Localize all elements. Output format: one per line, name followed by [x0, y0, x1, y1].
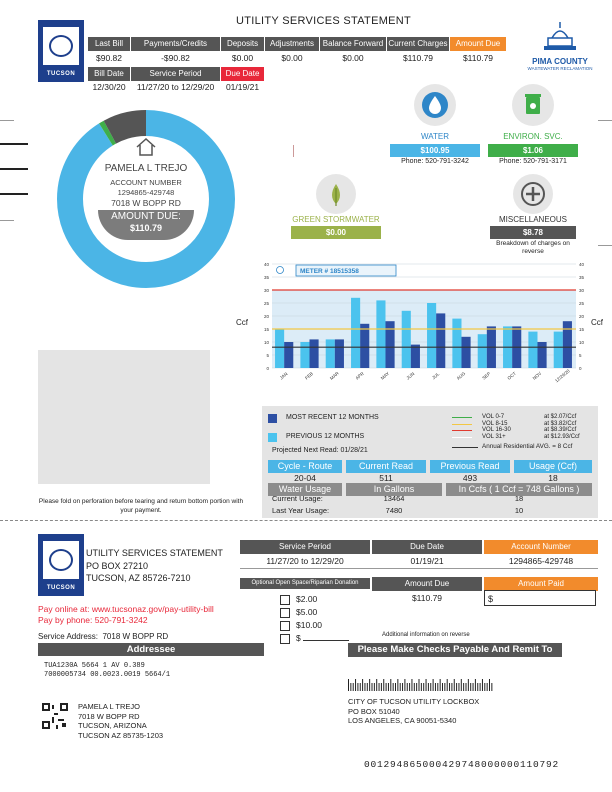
tier-rate: at $2.07/Ccf: [544, 414, 577, 420]
checks-payable-bar: Please Make Checks Payable And Remit To: [348, 643, 562, 657]
stub-service-period: 11/27/20 to 12/29/20: [266, 556, 344, 566]
legend-previous-label: PREVIOUS 12 MONTHS: [286, 433, 365, 440]
barcode-bar: [482, 679, 483, 691]
donation-option-5[interactable]: $5.00: [280, 607, 317, 618]
legend-avg-line: [452, 447, 478, 448]
bar-recent-may: [385, 321, 394, 368]
tier-swatch: [452, 430, 472, 431]
scanline: 001294865000429748000000110792: [364, 759, 560, 770]
barcode-bar: [376, 679, 377, 691]
remit-address: [348, 697, 479, 726]
donation-checkbox[interactable]: [280, 621, 290, 631]
y-tick-label: 25: [263, 301, 269, 306]
hdr-current-charges: Current Charges: [387, 37, 449, 51]
fold-mark-6: [598, 120, 612, 121]
water-icon-bg: [414, 84, 456, 126]
house-icon: [94, 137, 198, 162]
barcode-bar: [362, 679, 363, 691]
pay-phone: Pay by phone: 520-791-3242: [38, 615, 148, 625]
fold-mark-3: [0, 193, 28, 195]
barcode-bar: [440, 679, 441, 691]
val-deposits: $0.00: [231, 53, 254, 63]
tier-rate: at $12.93/Ccf: [544, 433, 580, 440]
barcode-bar: [454, 679, 455, 691]
barcode-bar: [411, 679, 412, 691]
barcode-bar: [449, 683, 450, 691]
barcode-bar: [390, 679, 391, 691]
tick-mark: [293, 145, 294, 157]
tier-label: VOL 31+: [482, 433, 506, 440]
addr-line2: TUCSON, ARIZONA: [78, 721, 147, 730]
postal-barcode-graphic: [348, 679, 498, 691]
environ-amount: $1.06: [488, 144, 578, 157]
bar-previous-feb: [300, 342, 309, 368]
water-phone: Phone: 520-791-3242: [401, 158, 469, 165]
y-tick-label-right: 40: [579, 262, 585, 267]
y-tick-label-right: 15: [579, 327, 585, 332]
barcode-bar: [466, 683, 467, 691]
barcode-bar: [355, 679, 356, 691]
barcode-bar: [393, 683, 394, 691]
bar-previous-sep: [478, 334, 487, 368]
bar-recent-apr: [360, 324, 369, 368]
barcode-bar: [397, 679, 398, 691]
remit-line2: PO BOX 51040: [348, 706, 400, 716]
previous-read-label: Previous Read: [430, 460, 510, 473]
x-tick-label: MAR: [328, 370, 340, 381]
usage-value: 18: [548, 473, 558, 483]
hdr-due-date: Due Date: [221, 67, 264, 81]
barcode-bar: [433, 679, 434, 691]
x-tick-label: SEP: [481, 371, 492, 381]
barcode-bar: [475, 679, 476, 691]
barcode-bar: [350, 683, 351, 691]
hdr-payments: Payments/Credits: [131, 37, 220, 51]
barcode-bar: [400, 683, 401, 691]
val-service-period: 11/27/20 to 12/29/20: [136, 82, 215, 92]
trash-bin-icon: [512, 84, 554, 126]
y-tick-label-right: 20: [579, 314, 585, 319]
x-tick-label: JUL: [431, 371, 441, 381]
barcode-bar: [372, 683, 373, 691]
storm-label: GREEN STORMWATER: [292, 215, 380, 224]
donation-other-line[interactable]: [303, 640, 349, 641]
tier-swatch: [452, 417, 472, 418]
account-number-label: ACCOUNT NUMBER: [110, 178, 182, 187]
x-tick-label: OCT: [506, 370, 517, 381]
barcode-bar: [473, 683, 474, 691]
legend-recent-swatch: [268, 414, 277, 423]
environ-icon-bg: [512, 84, 554, 126]
pima-sub: WASTEWATER RECLAMATION: [527, 66, 593, 71]
bar-recent-nov: [537, 342, 546, 368]
barcode-bar: [414, 683, 415, 691]
mailing-address: [78, 702, 163, 740]
barcode-bar: [360, 683, 361, 691]
barcode-bar: [426, 679, 427, 691]
barcode-bar: [364, 683, 365, 691]
meter-title: METER # 18515358: [300, 268, 359, 275]
fold-mark-2: [0, 168, 28, 170]
amount-due-value: $110.79: [129, 223, 163, 233]
cycle-value: 20-04: [294, 473, 316, 483]
barcode-bar: [428, 683, 429, 691]
barcode-bar: [395, 683, 396, 691]
legend-recent-label: MOST RECENT 12 MONTHS: [286, 414, 379, 421]
addr-line1: 7018 W BOPP RD: [78, 711, 140, 721]
mail-code-2: 7000005734 00.0023.0019 5664/1: [44, 671, 171, 679]
current-read-label: Current Read: [346, 460, 426, 473]
amount-paid-field[interactable]: $: [484, 590, 596, 606]
hdr-amount-due: Amount Due: [450, 37, 506, 51]
x-tick-label: JAN: [278, 371, 289, 381]
stub-account: 1294865-429748: [508, 556, 574, 566]
x-tick-label: APR: [354, 370, 365, 381]
usage-chart-svg: [262, 258, 585, 390]
fold-mark-7: [598, 245, 612, 246]
qr-code: [42, 703, 68, 729]
val-amount-due: $110.79: [462, 53, 494, 63]
stub-city: TUCSON, AZ 85726-7210: [86, 573, 191, 583]
summary-value-row: [88, 52, 506, 65]
barcode-bar: [456, 683, 457, 691]
misc-amount: $8.78: [490, 226, 576, 239]
cycle-label: Cycle - Route: [268, 460, 342, 473]
y-tick-label: 35: [263, 275, 269, 280]
bar-previous-mar: [326, 339, 335, 368]
y-tick-label: 5: [266, 353, 269, 358]
ccf-label: In Ccfs ( 1 Ccf = 748 Gallons ): [446, 483, 592, 496]
y-tick-label-right: 5: [579, 353, 582, 358]
city-seal-logo: TUCSON: [38, 20, 84, 82]
y-tick-label-right: 0: [579, 366, 582, 371]
bar-previous-jan: [275, 329, 284, 368]
service-address: [38, 632, 168, 641]
hdr-service-period: Service Period: [131, 67, 220, 81]
amount-due-panel: [98, 210, 194, 240]
bar-previous-aug: [452, 319, 461, 368]
storm-icon-bg: [316, 174, 356, 214]
bar-previous-jun: [402, 311, 411, 368]
stub-account-label: Account Number: [484, 540, 598, 554]
barcode-bar: [470, 683, 471, 691]
leaf-icon: [316, 174, 356, 214]
x-tick-label: FEB: [304, 371, 315, 381]
val-current-charges: $110.79: [402, 53, 434, 63]
barcode-bar: [451, 683, 452, 691]
val-adjustments: $0.00: [281, 53, 303, 63]
addressee-bar: Addressee: [38, 643, 264, 656]
barcode-bar: [407, 683, 408, 691]
y-axis-label-left: Ccf: [236, 318, 248, 327]
current-gallons: 13464: [383, 494, 405, 503]
donation-label: Optional Open Space/Riparian Donation: [240, 578, 370, 589]
barcode-bar: [381, 683, 382, 691]
misc-label: MISCELLANEOUS: [498, 215, 568, 224]
pima-name: PIMA COUNTY: [532, 57, 588, 66]
y-tick-label-right: 10: [579, 340, 585, 345]
val-balance-forward: $0.00: [342, 53, 364, 63]
x-tick-label: NOV: [531, 370, 543, 381]
environ-phone: Phone: 520-791-3171: [499, 158, 567, 165]
statement-title: UTILITY SERVICES STATEMENT: [236, 15, 412, 27]
qr-code-graphic: [42, 703, 68, 729]
barcode-bar: [357, 683, 358, 691]
x-tick-label: AUG: [455, 370, 467, 381]
last-year-label: Last Year Usage:: [272, 506, 330, 515]
bar-recent-feb: [309, 339, 318, 368]
water-label: WATER: [421, 132, 449, 141]
y-tick-label: 15: [263, 327, 269, 332]
hdr-balance-forward: Balance Forward: [320, 37, 386, 51]
misc-icon-bg: [513, 174, 553, 214]
barcode-bar: [388, 683, 389, 691]
water-drop-icon: [414, 84, 456, 126]
fold-mark-5: [0, 220, 14, 221]
barcode-bar: [367, 683, 368, 691]
additional-info: Additional information on reverse: [382, 632, 470, 638]
bar-recent-aug: [461, 337, 470, 368]
y-tick-label: 30: [263, 288, 269, 293]
account-name: PAMELA L TREJO: [104, 163, 188, 174]
image-placeholder: [38, 350, 210, 484]
stub-service-period-label: Service Period: [240, 540, 370, 554]
barcode-bar: [447, 679, 448, 691]
bar-recent-jul: [436, 313, 445, 368]
x-tick-label: JUN: [405, 371, 416, 381]
barcode-bar: [348, 679, 349, 691]
previous-read-value: 493: [462, 473, 478, 483]
remit-line3: LOS ANGELES, CA 90051-5340: [348, 716, 457, 725]
val-bill-date: 12/30/20: [92, 82, 126, 92]
current-ccf: 18: [514, 494, 524, 503]
hdr-deposits: Deposits: [221, 37, 264, 51]
y-axis-label-right: Ccf: [591, 318, 603, 327]
tier-rate: at $3.82/Ccf: [544, 420, 577, 427]
water-amount: $100.95: [390, 144, 480, 157]
bar-previous-12-29-20: [554, 332, 563, 368]
y-tick-label-right: 35: [579, 275, 585, 280]
tier-swatch: [452, 437, 472, 438]
val-payments: -$90.82: [161, 53, 190, 63]
bar-previous-nov: [528, 332, 537, 368]
stub-box: PO BOX 27210: [86, 561, 149, 571]
val-last-bill: $90.82: [96, 53, 122, 63]
barcode-bar: [487, 683, 488, 691]
mail-code-1: TUA1230A 5664 1 AV 0.389: [44, 662, 145, 670]
account-number: 1294865-429748: [117, 188, 175, 197]
stub-due-date-label: Due Date: [372, 540, 482, 554]
service-address-value: 7018 W BOPP RD: [102, 632, 169, 641]
x-tick-label: 12/29/20: [554, 368, 571, 384]
fold-mark-4: [0, 120, 14, 121]
addr-name: PAMELA L TREJO: [78, 702, 140, 711]
stub-amount-due: $110.79: [411, 593, 443, 603]
barcode-bar: [430, 683, 431, 691]
stub-divider: [240, 568, 598, 569]
barcode-bar: [480, 683, 481, 691]
bar-recent-jun: [411, 345, 420, 368]
barcode-bar: [468, 679, 469, 691]
bar-recent-mar: [335, 339, 344, 368]
city-seal-logo-stub: TUCSON: [38, 534, 84, 596]
stub-due-date: 01/19/21: [410, 556, 444, 566]
account-address: 7018 W BOPP RD: [111, 198, 181, 208]
donation-option-other[interactable]: $: [280, 633, 349, 644]
pay-online-link[interactable]: Pay online at: www.tucsonaz.gov/pay-utility-bill: [38, 604, 214, 614]
gallons-label: In Gallons: [346, 483, 442, 496]
donation-checkbox[interactable]: [280, 608, 290, 618]
stub-title: UTILITY SERVICES STATEMENT: [86, 548, 223, 558]
barcode-bar: [409, 683, 410, 691]
val-due-date: 01/19/21: [225, 82, 260, 92]
current-read-value: 511: [379, 473, 393, 483]
pima-county-logo: [520, 20, 600, 71]
y-tick-label: 0: [266, 366, 269, 371]
legend-previous-swatch: [268, 433, 277, 442]
tier-label: VOL 0-7: [482, 414, 505, 420]
donation-checkbox[interactable]: [280, 634, 290, 644]
bar-recent-12-29-20: [563, 321, 572, 368]
barcode-bar: [353, 683, 354, 691]
y-tick-label-right: 25: [579, 301, 585, 306]
y-tick-label: 10: [263, 340, 269, 345]
water-usage-label: Water Usage: [268, 483, 342, 496]
y-tick-label: 20: [263, 314, 269, 319]
barcode-bar: [416, 683, 417, 691]
amount-due-label: AMOUNT DUE:: [111, 211, 181, 222]
usage-chart: [262, 258, 585, 390]
summary-header-row: [88, 37, 506, 51]
barcode-bar: [442, 683, 443, 691]
last-year-ccf: 10: [514, 506, 524, 515]
hdr-bill-date: Bill Date: [88, 67, 130, 81]
y-tick-label: 40: [263, 262, 269, 267]
donation-option-10[interactable]: $10.00: [280, 620, 322, 631]
barcode-bar: [491, 683, 492, 691]
remit-line1: CITY OF TUCSON UTILITY LOCKBOX: [348, 697, 480, 706]
barcode-bar: [461, 679, 462, 691]
storm-amount: $0.00: [291, 226, 381, 239]
tier-rate: at $8.39/Ccf: [544, 427, 577, 433]
barcode-bar: [423, 683, 424, 691]
stub-amount-due-label: Amount Due: [372, 577, 482, 591]
x-tick-label: MAY: [379, 370, 391, 381]
barcode-bar: [458, 683, 459, 691]
tier-label: VOL 16-30: [482, 427, 511, 433]
barcode-bar: [379, 683, 380, 691]
bar-previous-apr: [351, 298, 360, 368]
projected-read: Projected Next Read: 01/28/21: [272, 447, 368, 454]
donation-checkbox[interactable]: [280, 595, 290, 605]
usage-label: Usage (Ccf): [514, 460, 592, 473]
fold-mark-1: [0, 143, 28, 145]
barcode-bar: [489, 679, 490, 691]
stub-amount-paid-label: Amount Paid: [484, 577, 598, 591]
dates-header-row: [88, 67, 506, 81]
bar-recent-jan: [284, 342, 293, 368]
perforation-line: [0, 520, 612, 521]
capitol-dome-icon: [540, 20, 580, 52]
barcode-bar: [484, 683, 485, 691]
bar-previous-jul: [427, 303, 436, 368]
barcode-bar: [421, 683, 422, 691]
meter-drop-icon: [277, 267, 284, 274]
misc-note: Breakdown of charges on reverse: [496, 240, 570, 255]
barcode-bar: [404, 679, 405, 691]
barcode-bar: [386, 683, 387, 691]
barcode-bar: [402, 683, 403, 691]
barcode-bar: [463, 683, 464, 691]
barcode-bar: [435, 683, 436, 691]
last-year-gallons: 7480: [385, 506, 403, 515]
bar-previous-may: [376, 300, 385, 368]
postal-barcode: [348, 678, 498, 690]
legend-avg: Annual Residential AVG. = 8 Ccf: [482, 443, 573, 450]
tier-label: VOL 8-15: [482, 420, 508, 427]
fold-note: Please fold on perforation before tearing and return bottom portion with your payment.: [38, 498, 244, 514]
barcode-bar: [477, 683, 478, 691]
current-usage-label: Current Usage:: [272, 494, 323, 503]
y-tick-label-right: 30: [579, 288, 585, 293]
donation-option-2[interactable]: $2.00: [280, 594, 317, 605]
hdr-adjustments: Adjustments: [265, 37, 319, 51]
plus-icon: [513, 174, 553, 214]
environ-label: ENVIRON. SVC.: [503, 132, 563, 141]
barcode-bar: [369, 679, 370, 691]
service-address-label: Service Address:: [38, 632, 99, 641]
addr-line3: TUCSON AZ 85735-1203: [78, 730, 164, 740]
barcode-bar: [437, 683, 438, 691]
hdr-last-bill: Last Bill: [88, 37, 130, 51]
tier-swatch: [452, 424, 472, 425]
barcode-bar: [383, 679, 384, 691]
barcode-bar: [374, 683, 375, 691]
barcode-bar: [444, 683, 445, 691]
barcode-bar: [419, 679, 420, 691]
